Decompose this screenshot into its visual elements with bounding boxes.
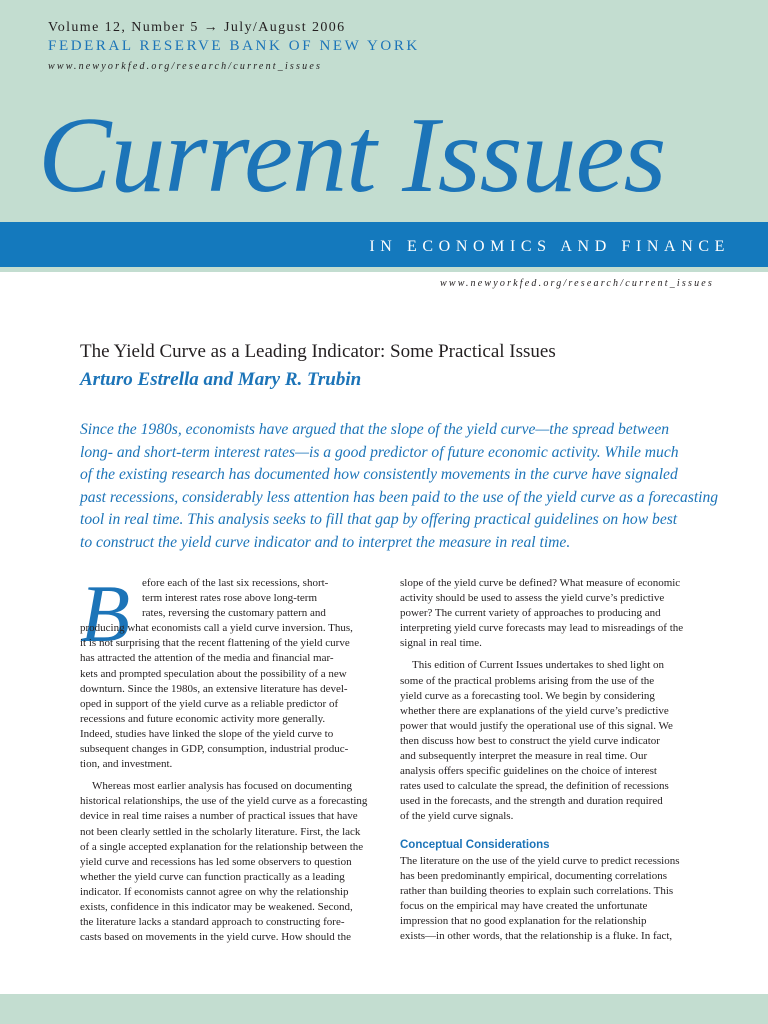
masthead-header xyxy=(0,0,768,272)
subtitle-band xyxy=(0,222,768,267)
body-line: power? The current variety of approaches to producing and xyxy=(400,607,661,620)
issue-volume: Volume 12, Number 5 → July/August 2006 xyxy=(48,20,346,35)
body-line: kets and prompted speculation about the possibility of a new xyxy=(80,667,347,680)
body-line: Whereas most earlier analysis has focused on documenting xyxy=(92,780,352,793)
body-line: of the yield curve signals. xyxy=(400,810,514,823)
website-url-secondary[interactable]: www.newyorkfed.org/research/current_issues xyxy=(439,278,714,289)
body-column-right xyxy=(400,576,710,944)
body-line: rates used to calculate the spread, the definition of recessions xyxy=(400,780,669,793)
abstract-line: Since the 1980s, economists have argued that the slope of the yield curve—the spread between xyxy=(80,421,670,438)
website-url-top[interactable]: www.newyorkfed.org/research/current_issues xyxy=(48,61,323,72)
body-line: power that would justify the operational use of this signal. We xyxy=(400,719,673,732)
publication-title: Current Issues xyxy=(38,96,666,215)
body-line: historical relationships, the use of the yield curve as a forecasting xyxy=(80,795,368,808)
body-line: exists—in other words, that the relationship is a fluke. In fact, xyxy=(400,930,673,943)
body-line: rather than building theories to explain such correlations. This xyxy=(400,884,674,897)
body-line: yield curve and recessions has led some observers to question xyxy=(80,855,352,868)
body-line: rates, reversing the customary pattern and xyxy=(142,607,326,620)
article-authors: Arturo Estrella and Mary R. Trubin xyxy=(80,369,362,390)
body-line: tion, and investment. xyxy=(80,758,173,771)
body-line: focus on the empirical may have created the unfortunate xyxy=(400,899,648,912)
body-line: recessions and future economic activity more generally. xyxy=(80,712,326,725)
section-heading: Conceptual Considerations xyxy=(400,838,550,851)
body-line: whether there are explanations of the yield curve’s predictive xyxy=(400,704,669,717)
body-line: interpreting yield curve forecasts may lead to misreadings of the xyxy=(400,622,684,635)
body-line: term interest rates rose above long-term xyxy=(142,592,318,605)
body-line: activity should be used to assess the yield curve’s predictive xyxy=(400,592,665,605)
body-line: not been clearly settled in the scholarly literature. First, the lack xyxy=(80,825,361,838)
body-line: The literature on the use of the yield curve to predict recessions xyxy=(400,854,680,867)
body-line: efore each of the last six recessions, short- xyxy=(142,577,329,589)
publication-subtitle: IN ECONOMICS AND FINANCE xyxy=(369,238,730,255)
body-line: some of the practical problems arising from the use of the xyxy=(400,674,655,687)
body-line: used in the forecasts, and the strength and duration required xyxy=(400,795,663,808)
abstract-line: to construct the yield curve indicator and to interpret the measure in real time. xyxy=(80,533,571,551)
body-line: whether the yield curve can function practically as a leading xyxy=(80,870,345,883)
abstract-line: of the existing research has documented how consistently movements in the curve have signaled xyxy=(80,466,678,483)
publisher-name: FEDERAL RESERVE BANK OF NEW YORK xyxy=(48,38,420,54)
body-line: device in real time raises a number of practical issues that have xyxy=(80,810,358,823)
body-line: This edition of Current Issues undertakes to shed light on xyxy=(412,659,665,672)
body-line: yield curve as a forecasting tool. We begin by considering xyxy=(400,689,655,702)
footer-band xyxy=(0,994,768,1024)
body-line: has attracted the attention of the media and financial mar- xyxy=(80,652,334,665)
drop-cap: B xyxy=(80,568,131,659)
body-line: exists, confidence in this indicator may be weakened. Second, xyxy=(80,900,353,913)
body-line: impression that no good explanation for the relationship xyxy=(400,914,647,927)
body-line: it is not surprising that the recent flattening of the yield curve xyxy=(80,637,350,650)
body-line: slope of the yield curve be defined? What measure of economic xyxy=(400,577,681,589)
body-column-left xyxy=(80,576,370,945)
body-line: subsequent changes in GDP, consumption, industrial produc- xyxy=(80,743,349,756)
body-line: signal in real time. xyxy=(400,637,482,650)
abstract-line: past recessions, considerably less attention has been paid to the use of the yield curve as a forecasting xyxy=(80,488,719,506)
body-line: of a single accepted explanation for the relationship between the xyxy=(80,840,364,853)
abstract-line: long- and short-term interest rates—is a good predictor of future economic activity. While much xyxy=(80,443,679,461)
body-line: downturn. Since the 1980s, an extensive literature has devel- xyxy=(80,682,348,695)
body-line: producing what economists call a yield curve inversion. Thus, xyxy=(80,622,353,635)
abstract-line: tool in real time. This analysis seeks to fill that gap by offering practical guidelines on how best xyxy=(80,511,678,528)
body-line: indicator. If economists cannot agree on why the relationship xyxy=(80,885,349,898)
body-line: has been predominantly empirical, documenting correlations xyxy=(400,869,667,882)
article-title: The Yield Curve as a Leading Indicator: Some Practical Issues xyxy=(80,341,556,362)
body-line: oped in support of the yield curve as a reliable predictor of xyxy=(80,697,339,710)
body-line: and subsequently interpret the measure in real time. Our xyxy=(400,750,648,763)
body-line: the literature lacks a standard approach to constructing fore- xyxy=(80,916,345,929)
article-abstract xyxy=(80,419,720,554)
body-line: Indeed, studies have linked the slope of the yield curve to xyxy=(80,727,334,740)
body-line: then discuss how best to construct the yield curve indicator xyxy=(400,734,660,747)
body-line: casts based on movements in the yield curve. How should the xyxy=(80,931,351,944)
body-line: analysis offers specific guidelines on the choice of interest xyxy=(400,765,657,778)
